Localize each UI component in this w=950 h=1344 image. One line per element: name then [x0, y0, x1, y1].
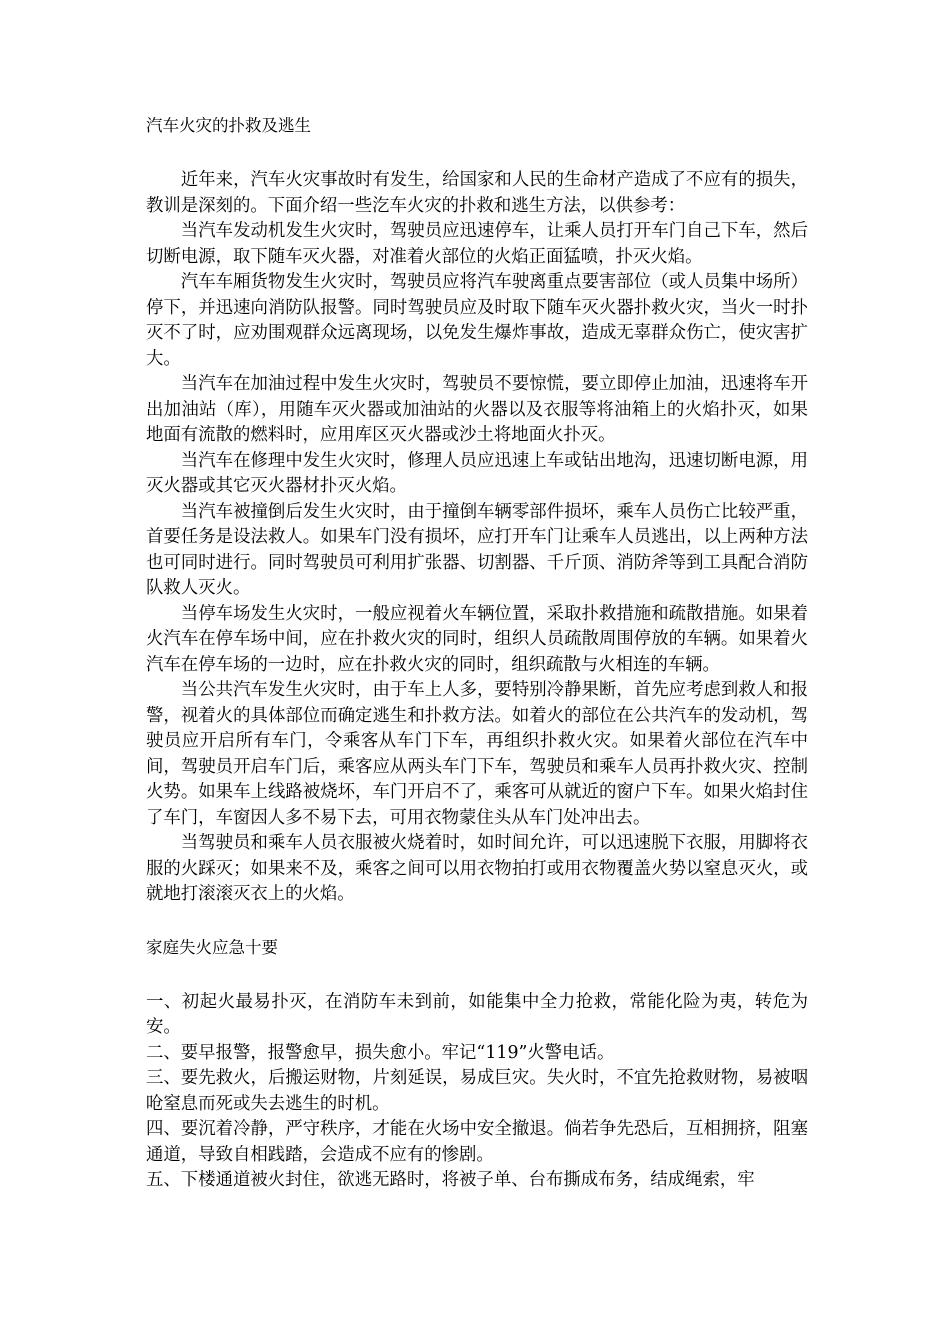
paragraph: 当驾驶员和乘车人员衣服被火烧着时，如时间允许，可以迅速脱下衣服，用脚将衣服的火踩灭；如果来不及，乘客之间可以用衣物拍打或用衣物覆盖火势以窒息灭火，或就地打滚滚灭衣上的火焰。: [146, 833, 808, 904]
list-item: 三、要先救火，后搬运财物，片刻延误，易成巨灾。失火时，不宜先抢救财物，易被咽呛窒息而死或失去逃生的时机。: [146, 1068, 808, 1114]
list-item: 四、要沉着冷静，严守秩序，才能在火场中安全撤退。倘若争先恐后，互相拥挤，阻塞通道，导致自相践踏，会造成不应有的惨剧。: [146, 1119, 808, 1165]
list-item: 一、初起火最易扑灭，在消防车未到前，如能集中全力抢救，常能化险为夷，转危为安。: [146, 991, 808, 1037]
paragraph: 当停车场发生火灾时，一般应视着火车辆位置，采取扑救措施和疏散措施。如果着火汽车在停车场中间，应在扑救火灾的同时，组织人员疏散周围停放的车辆。如果着火汽车在停车场的一边时，应在扑救火灾的同时，组织疏散与火相连的车辆。: [146, 603, 808, 675]
list-item: 五、下楼通道被火封住，欲逃无路时，将被子单、台布撕成布务，结成绳索，牢: [146, 1170, 755, 1190]
paragraph: 当汽车在修理中发生火灾时，修理人员应迅速上车或钻出地沟，迅速切断电源，用灭火器或其它灭火器材扑灭火焰。: [146, 450, 808, 496]
paragraph: 汽车车厢货物发生火灾时，驾驶员应将汽车驶离重点要害部位（或人员集中场所）停下，并迅速向消防队报警。同时驾驶员应及时取下随车灭火器扑救火灾，当火一时扑灭不了时，应劝围观群众远离现场，以免发生爆炸事故，造成无辜群众伤亡，使灾害扩大。: [146, 272, 808, 369]
car-fire-section: [146, 168, 808, 908]
paragraph: 当汽车被撞倒后发生火灾时，由于撞倒车辆零部件损坏，乘车人员伤亡比较严重，首要任务是设法救人。如果车门没有损坏，应打开车门让乘车人员逃出，以上两种方法也可同时进行。同时驾驶员可利用扩张器、切割器、千斤顶、消防斧等到工具配合消防队救人灭火。: [146, 501, 808, 598]
home-fire-section: [146, 934, 808, 1194]
document-body: [146, 112, 808, 1194]
list-item: 二、要早报警，报警愈早，损失愈小。牢记“119”火警电话。: [146, 1042, 615, 1063]
section-title-home-fire: 家庭失火应急十要: [146, 937, 278, 957]
section-title-car-fire: 汽车火灾的扑救及逃生: [146, 116, 311, 135]
paragraph: 近年来，汽车火灾事故时有发生，给国家和人民的生命材产造成了不应有的损失，教训是深刻的。下面介绍一些汔车火灾的扑救和逃生方法，以供参考：: [146, 170, 808, 216]
paragraph: 当汽车发动机发生火灾时，驾驶员应迅速停车，让乘人员打开车门自己下车，然后切断电源，取下随车灭火器，对准着火部位的火焰正面猛喷，扑灭火焰。: [146, 221, 808, 267]
paragraph: 当公共汽车发生火灾时，由于车上人多，要特别冷静果断，首先应考虑到救人和报警，视着火的具体部位而确定逃生和扑救方法。如着火的部位在公共汽车的发动机，驾驶员应开启所有车门，令乘客从车门下车，再组织扑救火灾。如果着火部位在汽车中间，驾驶员开启车门后，乘客应从两头车门下车，驾驶员和乘车人员再扑救火灾、控制火势。如果车上线路被烧坏，车门开启不了，乘客可从就近的窗户下车。如果火焰封住了车门，车窗因人多不易下去，可用衣物蒙住头从车门处冲出去。: [146, 680, 808, 828]
paragraph: 当汽车在加油过程中发生火灾时，驾驶员不要惊慌，要立即停止加油，迅速将车开出加油站（库），用随车灭火器或加油站的火器以及衣服等将油箱上的火焰扑灭，如果地面有流散的燃料时，应用库区灭火器或沙土将地面火扑灭。: [146, 374, 808, 445]
